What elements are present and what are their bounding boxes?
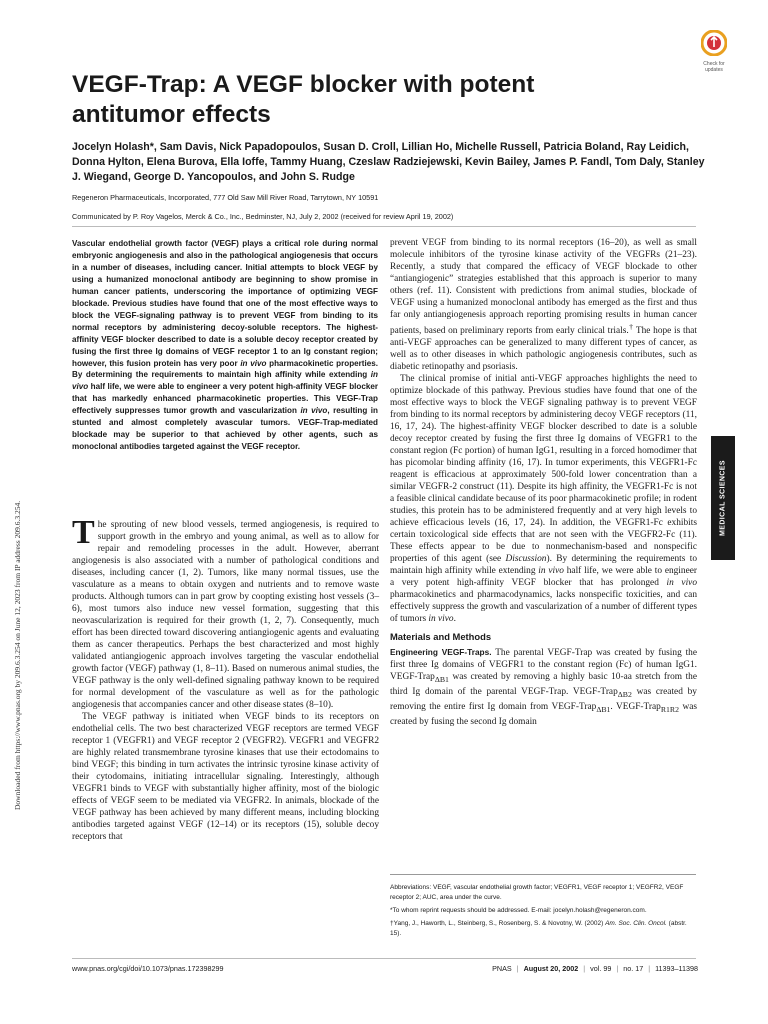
badge-label-line2: updates xyxy=(705,67,723,73)
page-range: 11393–11398 xyxy=(655,964,698,973)
download-watermark: Downloaded from https://www.pnas.org by 209.6.3.254 on June 12, 2023 from IP address 209.6.3.254. xyxy=(13,500,22,810)
header-divider xyxy=(72,226,696,227)
footnotes xyxy=(390,883,696,942)
issue-number: no. 17 xyxy=(623,964,644,973)
dagger-footnote-link[interactable]: † xyxy=(628,322,634,331)
intro-paragraph-1: The sprouting of new blood vessels, termed angiogenesis, is required to support growth in the embryo and young animal, as well as to allow for repair and remodeling processes in the adult. However, aberrant angiogenesis is also associated with a number of pathological conditions and diseases, including cancer (1, 2). Tumors, like many normal tissues, use the vasculature as a means to obtain oxygen and nutrients and to remove waste products. Although tumors can in part grow by coopting existing host vessels (3–6), most tumors also induce new vessel formation, suggesting that this neovascularization is required for their growth (1, 2, 7). Consequently, much effort has been directed toward discovering antiangiogenic agents and evaluating them as cancer therapeutics. Perhaps the best characterized and most highly validated antiangiogenic approach involves targeting the vascular endothelial growth factor (VEGF) pathway (1, 8–11). Based on numerous animal studies, the VEGF pathway is the only well-defined signaling pathway known to be required for normal development of the vasculature as well as for the pathologic angiogenesis that accompanies cancer and other disease states (8–10). xyxy=(72,514,379,710)
section-tab xyxy=(711,436,735,560)
section-tab-label: MEDICAL SCIENCES xyxy=(719,460,727,536)
author-list: Jocelyn Holash*, Sam Davis, Nick Papadopoulos, Susan D. Croll, Lillian Ho, Michelle Russell, Patricia Boland, Ray Leidich, Donna Hylton, Elena Burova, Ella Ioffe, Tammy Huang, Czeslaw Radziejewski, Kevin Bailey, James P. Fandl, Tom Daly, Stanley J. Wiegand, George D. Yancopoulos, and John S. Rudge xyxy=(72,141,705,183)
volume: vol. 99 xyxy=(590,964,612,973)
affiliation: Regeneron Pharmaceuticals, Incorporated, 777 Old Saw Mill River Road, Tarrytown, NY 10591 xyxy=(72,193,379,202)
footnote-divider xyxy=(390,874,696,875)
issue-date: August 20, 2002 xyxy=(523,964,579,973)
footer-divider xyxy=(72,958,696,959)
check-updates-icon xyxy=(701,30,727,56)
body-column-right xyxy=(390,237,697,728)
check-for-updates-badge[interactable] xyxy=(694,30,734,73)
methods-heading: Materials and Methods xyxy=(390,631,492,643)
dagger-footnote: †Yang, J., Haworth, L., Steinberg, S., Rosenberg, S. & Novotny, W. (2002) Am. Soc. Clin. Oncol. (abstr. 15). xyxy=(390,920,687,937)
body-column-left xyxy=(72,514,379,843)
journal-name: PNAS xyxy=(492,964,512,973)
intro-paragraph-3: prevent VEGF from binding to its normal receptors (16–20), as well as small molecule inhibitors of the tyrosine kinase activity of the VEGFRs (21–23). Recently, a study that compared the efficacy of VEGF blockade to other “antiangiogenic” strategies established that this approach is superior to many others (ref. 11). Consistent with predictions from animal studies, blockade of VEGF using a humanized monoclonal antibody has emerged as the first and thus far only antiangiogenesis approach reporting promising results in human cancer patients, based on preliminary reports from early clinical trials.† The hope is that anti-VEGF approaches can be generalized to many different types of cancer, as well as to other diseases in which pathologic angiogenesis contributes, such as diabetic retinopathy and psoriasis. xyxy=(390,238,698,373)
intro-paragraph-2: The VEGF pathway is initiated when VEGF binds to its receptors on endothelial cells. The two best characterized VEGF receptors are termed VEGF receptor 1 (VEGFR1) and VEGF receptor 2 (VEGFR2). VEGFR1 and VEGFR2 are highly related transmembrane tyrosine kinases that use their ectodomains to bind VEGF; this binding in turn activates the intrinsic tyrosine kinase activity of their cytodomains, initiating intracellular signaling. Interestingly, although VEGFR1 binds to VEGF with substantially higher affinity, most of the biologic effects of VEGF seem to be mediated via VEGFR2. In animals, blockade of the VEGF pathway has been achieved by many different means, including blocking antibodies targeted against VEGF (12–14) or its receptors (15), soluble decoy receptors that xyxy=(72,712,379,842)
intro-paragraph-4: The clinical promise of initial anti-VEGF approaches highlights the need to optimize blockade of this pathway. Previous studies have found that one of the most effective ways to block the VEGF signaling pathway is to prevent VEGF from binding to its normal receptors by administering decoy VEGF receptors (11, 16, 17, 24). The highest-affinity VEGF blocker described to date is a soluble decoy receptor created by fusing the first three Ig domains of VEGFR1 to the constant region (Fc portion) of human IgG1, resulting in a forced homodimer that has picomolar binding affinity (16, 17). In tumor experiments, this VEGFR1-Fc reagent is efficacious at approximately 500-fold lower concentration than a similar VEGFR-2 construct (11). Despite its high affinity, the VEGFR1-Fc is not a feasible clinical candidate because of its poor pharmacokinetic profile; in rodent studies, this protein has to be administered frequently and at very high levels to achieve efficacious levels (16, 17, 24). In addition, the VEGFR1-Fc exhibits certain toxicological side effects that are not seen with the VEGFR2-Fc (11). These effects appear to be due to nonmechanism-based and nonspecific properties of this agent (see Discussion). By determining the requirements to maintain high affinity while extending in vivo half life, we were able to engineer a very potent high-affinity VEGF blocker that has prolonged in vivo pharmacokinetics and pharmacodynamics, lacks nonspecific toxicities, and can effectively suppress the growth and vascularization of a number of different types of tumors in vivo. xyxy=(390,374,697,625)
drop-cap: T xyxy=(72,514,95,551)
discussion-link[interactable]: Discussion xyxy=(505,554,547,565)
abbreviations-footnote: Abbreviations: VEGF, vascular endothelial growth factor; VEGFR1, VEGF receptor 1; VEGFR2, VEGF receptor 2; AUC, area under the curve. xyxy=(390,884,684,901)
methods-subheading: Engineering VEGF-Traps. xyxy=(390,647,492,658)
doi-link[interactable]: www.pnas.org/cgi/doi/10.1073/pnas.172398299 xyxy=(72,964,224,973)
correspondence-footnote: *To whom reprint requests should be addressed. E-mail: jocelyn.holash@regeneron.com. xyxy=(390,907,647,914)
badge-label-line1: Check for xyxy=(703,61,725,67)
methods-paragraph: Engineering VEGF-Traps. The parental VEGF-Trap was created by fusing the first three Ig domains of VEGFR1 to the constant region (Fc) of human IgG1. VEGF-Trap$_{\Delta B1}$ was created by removing a highly basic 10-aa stretch from the third Ig domain of the parental VEGF-Trap. VEGF-Trap$_{\Delta B2}$ was created by removing the entire first Ig domain from VEGF-Trap$_{\Delta B1}$. VEGF-Trap$_{R1R2}$ was created by fusing the second Ig domain xyxy=(390,647,697,727)
communicated-by: Communicated by P. Roy Vagelos, Merck & Co., Inc., Bedminster, NJ, July 2, 2002 (received for review April 19, 2002) xyxy=(72,212,454,221)
citation-line: PNAS | August 20, 2002 | vol. 99 | no. 17 | 11393–11398 xyxy=(492,964,698,973)
abstract: Vascular endothelial growth factor (VEGF) plays a critical role during normal embryonic angiogenesis and also in the pathological angiogenesis that occurs in a number of diseases, including cancer. Initial attempts to block VEGF by using a humanized monoclonal antibody are beginning to show promise in human cancer patients, underscoring the importance of optimizing VEGF blockade. Previous studies have found that one of the most effective ways to block the VEGF-signaling pathway is to prevent VEGF from binding to its normal receptors by administering decoy-soluble receptors. The highest-affinity VEGF blocker described to date is a soluble decoy receptor created by fusing the first three Ig domains of VEGF receptor 1 to an Ig constant region; however, this fusion protein has very poor in vivo pharmacokinetic properties. By determining the requirements to maintain high affinity while extending in vivo half life, we were able to engineer a very potent high-affinity VEGF blocker that has markedly enhanced pharmacokinetic properties. This VEGF-Trap effectively suppresses tumor growth and vascularization in vivo, resulting in stunted and almost completely avascular tumors. VEGF-Trap-mediated blockade may be superior to that achieved by other agents, such as monoclonal antibodies targeted against the VEGF receptor. xyxy=(72,239,378,452)
article-title: VEGF-Trap: A VEGF blocker with potent antitumor effects xyxy=(72,71,535,128)
